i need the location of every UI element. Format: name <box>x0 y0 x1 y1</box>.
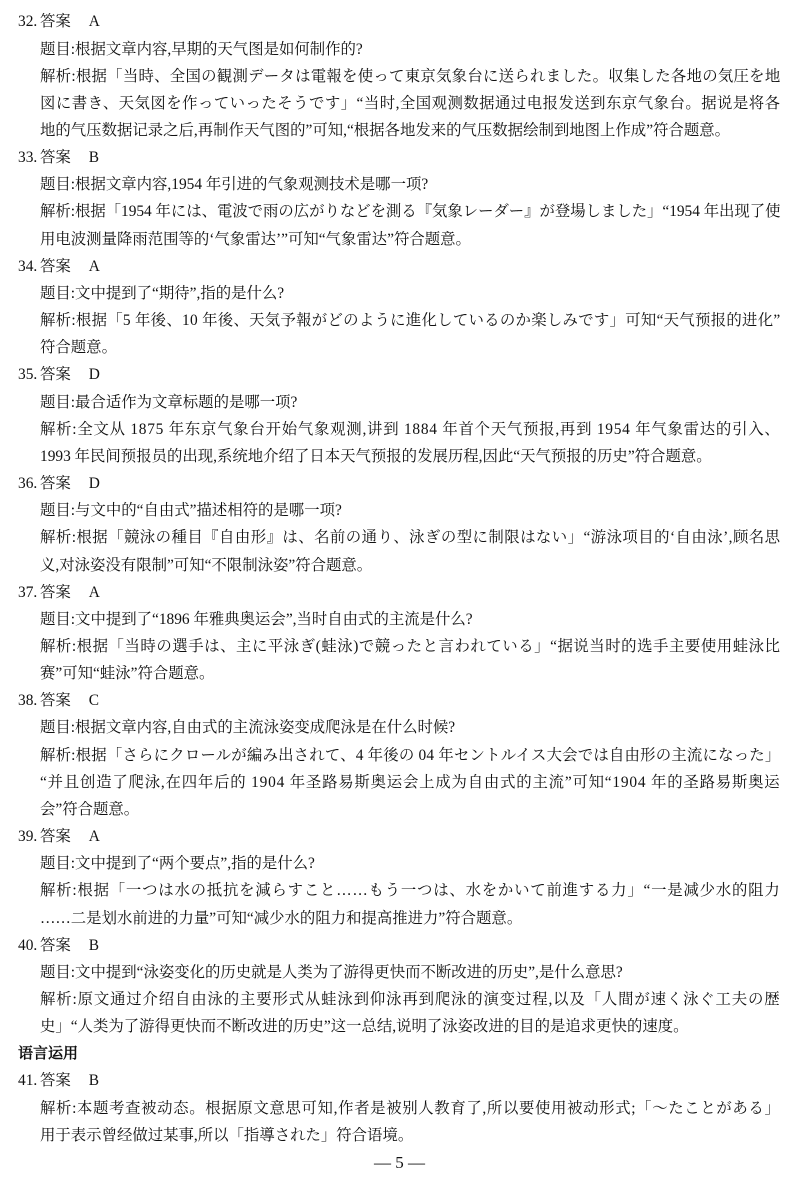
answer-value: C <box>88 692 100 710</box>
answer-label: 答案 <box>40 828 71 846</box>
answer-item <box>18 144 781 253</box>
section-title: 语言运用 <box>18 1044 79 1063</box>
analysis-line: 1993 年民间预报员的出现,系统地介绍了日本天气预报的发展历程,因此“天气预报的历史”符合题意。 <box>40 447 712 465</box>
question-line: 题目:文中提到了“两个要点”,指的是什么? <box>40 855 315 873</box>
answer-item <box>18 579 781 688</box>
answer-item <box>18 687 781 823</box>
analysis-line: 解析:根据「当時、全国の観測データは電報を使って東京気象台に送られました。収集した各地の気圧を地 <box>40 67 781 85</box>
analysis-line: 地的气压数据记录之后,再制作天气图的”可知,“根据各地发来的气压数据绘制到地图上作成”符合题意。 <box>40 122 730 140</box>
question-number: 40. <box>18 936 38 954</box>
answer-item <box>18 361 781 470</box>
answer-item <box>18 823 781 932</box>
answer-label: 答案 <box>40 1072 71 1090</box>
analysis-line: 解析:本题考查被动态。根据原文意思可知,作者是被别人教育了,所以要使用被动形式;「～たことがある」 <box>40 1099 781 1117</box>
analysis-line: 义,对泳姿没有限制”可知“不限制泳姿”符合题意。 <box>40 556 373 574</box>
answer-item <box>18 8 781 144</box>
answer-value: D <box>88 475 100 493</box>
question-number: 36. <box>18 475 38 493</box>
analysis-line: 解析:根据「当時の選手は、主に平泳ぎ(蛙泳)で競ったと言われている」“据说当时的选手主要使用蛙泳比 <box>40 637 781 655</box>
analysis-line: 解析:全文从 1875 年东京气象台开始气象观测,讲到 1884 年首个天气预报,再到 1954 年气象雷达的引入、 <box>40 420 781 438</box>
question-number: 32. <box>18 13 38 31</box>
answer-header <box>18 144 781 171</box>
analysis-line: 解析:根据「1954 年には、電波で雨の広がりなどを測る『気象レーダー』が登場しました」“1954 年出现了使 <box>40 203 781 221</box>
question-line: 题目:文中提到了“期待”,指的是什么? <box>40 284 285 302</box>
answer-value: A <box>88 257 100 275</box>
answer-item <box>18 1067 781 1148</box>
answer-value: B <box>88 1072 100 1090</box>
answer-header <box>18 932 781 959</box>
answer-value: A <box>88 13 100 31</box>
analysis-line: 会”符合题意。 <box>40 800 140 818</box>
question-line: 题目:文中提到“泳姿变化的历史就是人类为了游得更快而不断改进的历史”,是什么意思? <box>40 963 623 981</box>
question-number: 33. <box>18 149 38 167</box>
answer-header <box>18 470 781 497</box>
answer-header <box>18 1067 781 1094</box>
question-number: 37. <box>18 583 38 601</box>
analysis-line: 図に書き、天気図を作っていったそうです」“当时,全国观测数据通过电报发送到东京气象台。据说是将各 <box>40 94 781 112</box>
answer-value: B <box>88 936 100 954</box>
answer-value: D <box>88 366 100 384</box>
answer-label: 答案 <box>40 692 71 710</box>
answer-header <box>18 253 781 280</box>
answer-header <box>18 579 781 606</box>
question-number: 34. <box>18 257 38 275</box>
answer-header <box>18 361 781 388</box>
answer-label: 答案 <box>40 13 71 31</box>
analysis-line: 符合题意。 <box>40 339 117 357</box>
analysis-line: 解析:根据「一つは水の抵抗を減らすこと……もう一つは、水をかいて前進する力」“一是减少水的阻力 <box>40 882 781 900</box>
question-line: 题目:文中提到了“1896 年雅典奥运会”,当时自由式的主流是什么? <box>40 610 473 628</box>
analysis-line: 解析:根据「5 年後、10 年後、天気予報がどのように進化しているのか楽しみです」可知“天气预报的进化” <box>40 312 781 330</box>
answer-item <box>18 253 781 362</box>
answer-label: 答案 <box>40 149 71 167</box>
answer-header <box>18 823 781 850</box>
analysis-line: 史」“人类为了游得更快而不断改进的历史”这一总结,说明了泳姿改进的目的是追求更快的速度。 <box>40 1018 689 1036</box>
question-number: 41. <box>18 1072 38 1090</box>
answer-label: 答案 <box>40 257 71 275</box>
question-number: 35. <box>18 366 38 384</box>
analysis-line: 赛”可知“蛙泳”符合题意。 <box>40 665 215 683</box>
analysis-line: “并且创造了爬泳,在四年后的 1904 年圣路易斯奥运会上成为自由式的主流”可知“1904 年的圣路易斯奥运 <box>40 773 781 791</box>
question-line: 题目:最合适作为文章标题的是哪一项? <box>40 393 298 411</box>
answer-item <box>18 932 781 1041</box>
question-line: 题目:根据文章内容,自由式的主流泳姿变成爬泳是在什么时候? <box>40 719 456 737</box>
analysis-line: 解析:根据「さらにクロールが編み出されて、4 年後の 04 年セントルイス大会では自由形の主流になった」 <box>40 746 781 764</box>
analysis-line: 解析:根据「競泳の種目『自由形』は、名前の通り、泳ぎの型に制限はない」“游泳项目的‘自由泳’,顾名思 <box>40 529 781 547</box>
question-line: 题目:根据文章内容,早期的天气图是如何制作的? <box>40 40 363 58</box>
answer-label: 答案 <box>40 583 71 601</box>
analysis-line: ……二是划水前进的力量”可知“减少水的阻力和提高推进力”符合题意。 <box>40 909 523 927</box>
answer-value: A <box>88 583 100 601</box>
question-line: 题目:根据文章内容,1954 年引进的气象观测技术是哪一项? <box>40 176 429 194</box>
analysis-line: 用电波测量降雨范围等的‘气象雷达’”可知“气象雷达”符合题意。 <box>40 230 471 248</box>
answer-item <box>18 470 781 579</box>
question-line: 题目:与文中的“自由式”描述相符的是哪一项? <box>40 502 342 520</box>
answer-value: B <box>88 149 100 167</box>
page-number: — 5 — <box>374 1152 425 1172</box>
analysis-line: 解析:原文通过介绍自由泳的主要形式从蛙泳到仰泳再到爬泳的演变过程,以及「人間が速く泳ぐ工夫の歴 <box>40 991 781 1009</box>
answer-header <box>18 8 781 35</box>
answer-label: 答案 <box>40 366 71 384</box>
question-number: 38. <box>18 692 38 710</box>
answer-label: 答案 <box>40 475 71 493</box>
question-number: 39. <box>18 828 38 846</box>
answer-value: A <box>88 828 100 846</box>
answer-label: 答案 <box>40 936 71 954</box>
analysis-line: 用于表示曾经做过某事,所以「指導された」符合语境。 <box>40 1126 414 1144</box>
answer-header <box>18 687 781 714</box>
